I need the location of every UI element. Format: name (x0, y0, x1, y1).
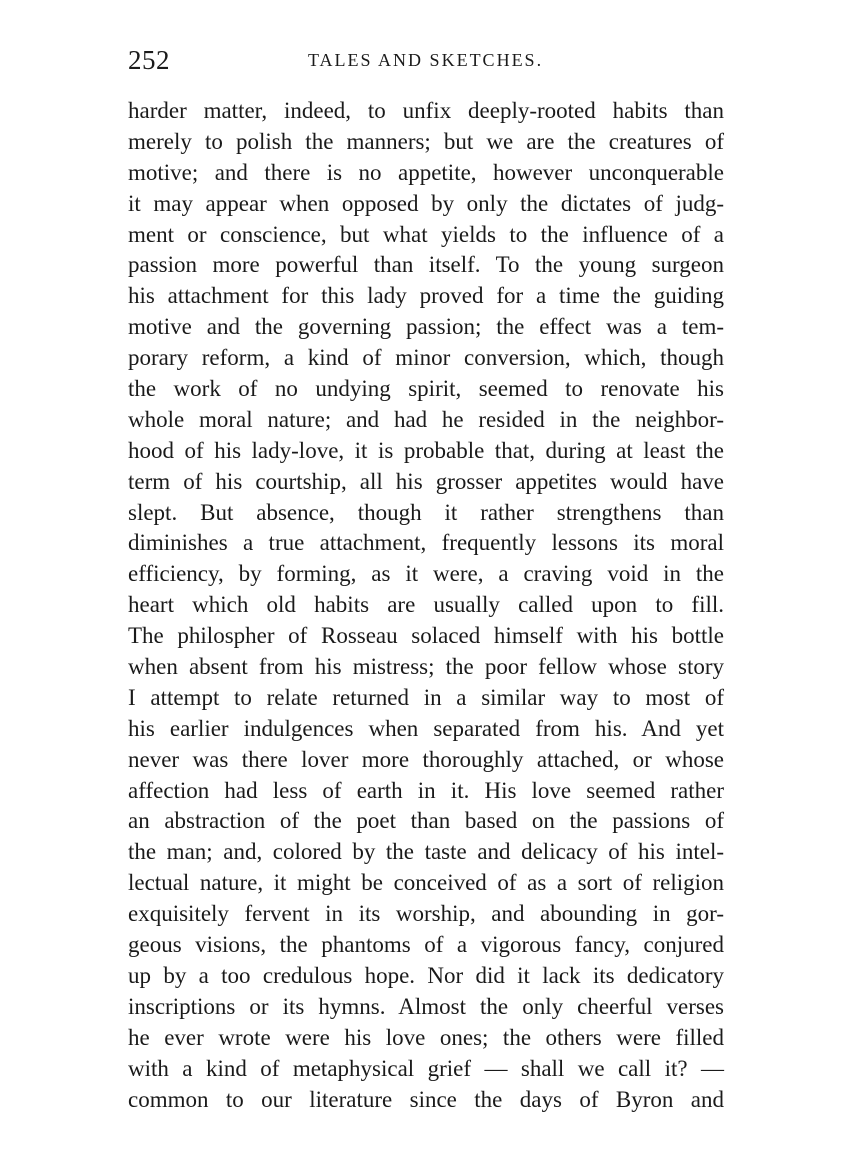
text-line: exquisitely fervent in its worship, and abounding in gor- (128, 901, 724, 927)
text-line: I attempt to relate returned in a similar way to most of (128, 684, 724, 710)
text-line: efficiency, by forming, as it were, a craving void in the (128, 561, 724, 587)
text-line: his attachment for this lady proved for a time the guiding (128, 283, 724, 309)
text-line: slept. But absence, though it rather strengthens than (128, 499, 724, 525)
text-line: lectual nature, it might be conceived of as a sort of religion (128, 870, 724, 896)
text-line: diminishes a true attachment, frequently lessons its moral (128, 530, 724, 556)
text-line: his earlier indulgences when separated from his. And yet (128, 715, 724, 741)
text-line: passion more powerful than itself. To the young surgeon (128, 252, 724, 278)
running-head (128, 40, 724, 80)
text-line: heart which old habits are usually called upon to fill. (128, 592, 724, 618)
text-line: whole moral nature; and had he resided in the neighbor- (128, 406, 724, 432)
text-line: common to our literature since the days of Byron and (128, 1086, 724, 1112)
text-line: hood of his lady-love, it is probable that, during at least the (128, 437, 724, 463)
text-line: affection had less of earth in it. His love seemed rather (128, 777, 724, 803)
text-line: The philospher of Rosseau solaced himself with his bottle (128, 623, 724, 649)
text-line: he ever wrote were his love ones; the others were filled (128, 1024, 724, 1050)
running-title: TALES AND SKETCHES. (308, 50, 544, 70)
text-line: porary reform, a kind of minor conversion, which, though (128, 345, 724, 371)
text-line: with a kind of metaphysical grief — shall we call it? — (128, 1055, 724, 1081)
text-line: the man; and, colored by the taste and delicacy of his intel- (128, 839, 724, 865)
text-line: an abstraction of the poet than based on the passions of (128, 808, 724, 834)
text-line: motive and the governing passion; the effect was a tem- (128, 314, 724, 340)
text-line: when absent from his mistress; the poor fellow whose story (128, 654, 724, 680)
text-line: ment or conscience, but what yields to the influence of a (128, 221, 724, 247)
text-line: term of his courtship, all his grosser appetites would have (128, 468, 724, 494)
page-number: 252 (128, 45, 170, 75)
body-text (128, 96, 724, 1115)
text-line: harder matter, indeed, to unfix deeply-rooted habits than (128, 98, 724, 123)
text-line: never was there lover more thoroughly attached, or whose (128, 746, 724, 772)
text-line: inscriptions or its hymns. Almost the only cheerful verses (128, 993, 724, 1019)
text-line: geous visions, the phantoms of a vigorous fancy, conjured (128, 932, 724, 958)
text-line: motive; and there is no appetite, however unconquerable (128, 159, 724, 185)
text-line: merely to polish the manners; but we are the creatures of (128, 128, 724, 154)
text-line: the work of no undying spirit, seemed to renovate his (128, 376, 724, 402)
text-line: it may appear when opposed by only the dictates of judg- (128, 190, 724, 216)
text-line: up by a too credulous hope. Nor did it lack its dedicatory (128, 962, 724, 988)
